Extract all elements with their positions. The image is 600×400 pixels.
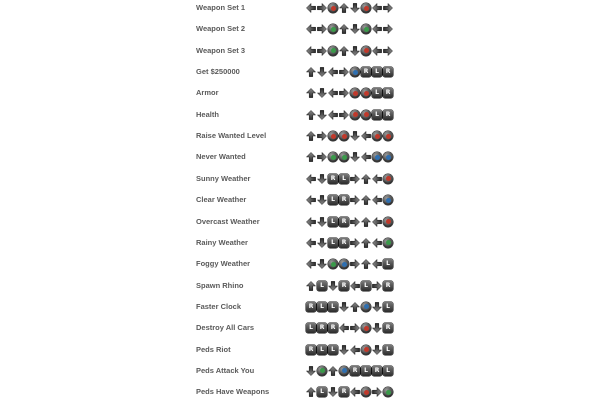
circle-red-button-icon	[339, 131, 349, 141]
arrow-right-icon	[339, 67, 349, 77]
cheat-row	[0, 364, 600, 378]
cheat-name: Never Wanted	[196, 152, 246, 162]
circle-blue-button-icon	[339, 259, 349, 269]
arrow-left-icon	[306, 174, 316, 184]
arrow-down-icon	[317, 110, 327, 120]
shoulder-l-button-icon: L	[317, 302, 327, 312]
arrow-down-icon	[328, 387, 338, 397]
arrow-left-icon	[306, 3, 316, 13]
shoulder-l-button-icon: L	[372, 88, 382, 98]
shoulder-l-button-icon: L	[383, 345, 393, 355]
cheat-row	[0, 300, 600, 314]
circle-green-button-icon	[383, 238, 393, 248]
circle-green-button-icon	[328, 46, 338, 56]
button-sequence	[306, 385, 393, 399]
arrow-left-icon	[372, 46, 382, 56]
button-sequence	[306, 86, 393, 100]
arrow-down-icon	[372, 345, 382, 355]
arrow-left-icon	[372, 3, 382, 13]
cheat-row	[0, 385, 600, 399]
arrow-right-icon	[350, 323, 360, 333]
arrow-left-icon	[361, 131, 371, 141]
cheat-row	[0, 343, 600, 357]
circle-green-button-icon	[383, 387, 393, 397]
cheat-name: Peds Have Weapons	[196, 387, 270, 397]
cheat-name: Peds Riot	[196, 344, 231, 354]
arrow-up-icon	[361, 238, 371, 248]
cheat-row	[0, 236, 600, 250]
circle-red-button-icon	[361, 88, 371, 98]
circle-red-button-icon	[350, 88, 360, 98]
circle-green-button-icon	[328, 152, 338, 162]
circle-red-button-icon	[372, 131, 382, 141]
arrow-down-icon	[317, 217, 327, 227]
shoulder-r-button-icon: R	[372, 366, 382, 376]
arrow-down-icon	[350, 131, 360, 141]
shoulder-l-button-icon: L	[339, 174, 349, 184]
shoulder-r-button-icon: R	[383, 67, 393, 77]
shoulder-r-button-icon: R	[328, 323, 338, 333]
cheat-name: Raise Wanted Level	[196, 131, 267, 141]
arrow-left-icon	[328, 110, 338, 120]
arrow-right-icon	[350, 217, 360, 227]
arrow-left-icon	[372, 217, 382, 227]
cheat-name: Rainy Weather	[196, 237, 248, 247]
arrow-down-icon	[317, 88, 327, 98]
circle-blue-button-icon	[339, 366, 349, 376]
circle-blue-button-icon	[372, 152, 382, 162]
cheat-row	[0, 1, 600, 15]
arrow-left-icon	[306, 46, 316, 56]
arrow-left-icon	[339, 323, 349, 333]
arrow-right-icon	[383, 3, 393, 13]
cheat-row	[0, 150, 600, 164]
shoulder-l-button-icon: L	[383, 259, 393, 269]
arrow-left-icon	[328, 67, 338, 77]
button-sequence	[306, 172, 393, 186]
arrow-left-icon	[350, 387, 360, 397]
cheat-name: Weapon Set 1	[196, 3, 246, 12]
cheat-name: Get $250000	[196, 67, 240, 77]
arrow-right-icon	[372, 281, 382, 291]
arrow-right-icon	[350, 174, 360, 184]
arrow-up-icon	[350, 302, 360, 312]
button-sequence	[306, 215, 393, 229]
shoulder-l-button-icon: L	[328, 195, 338, 205]
shoulder-r-button-icon: R	[339, 217, 349, 227]
arrow-down-icon	[317, 259, 327, 269]
shoulder-r-button-icon: R	[361, 67, 371, 77]
arrow-right-icon	[317, 46, 327, 56]
arrow-right-icon	[350, 259, 360, 269]
shoulder-l-button-icon: L	[383, 302, 393, 312]
arrow-right-icon	[350, 238, 360, 248]
button-sequence	[306, 129, 393, 143]
cheat-row	[0, 44, 600, 58]
circle-green-button-icon	[328, 24, 338, 34]
arrow-left-icon	[350, 345, 360, 355]
cheat-name: Weapon Set 2	[196, 24, 246, 34]
button-sequence	[306, 364, 393, 378]
shoulder-r-button-icon: R	[339, 238, 349, 248]
shoulder-l-button-icon: L	[361, 281, 371, 291]
shoulder-l-button-icon: L	[328, 238, 338, 248]
circle-red-button-icon	[383, 174, 393, 184]
arrow-right-icon	[383, 24, 393, 34]
shoulder-l-button-icon: L	[317, 387, 327, 397]
arrow-up-icon	[306, 67, 316, 77]
shoulder-l-button-icon: L	[328, 345, 338, 355]
arrow-left-icon	[372, 24, 382, 34]
circle-green-button-icon	[328, 259, 338, 269]
shoulder-r-button-icon: R	[339, 195, 349, 205]
arrow-up-icon	[306, 88, 316, 98]
arrow-up-icon	[339, 3, 349, 13]
button-sequence	[306, 1, 393, 15]
button-sequence	[306, 65, 393, 79]
circle-red-button-icon	[361, 387, 371, 397]
arrow-right-icon	[350, 195, 360, 205]
cheat-row	[0, 279, 600, 293]
shoulder-r-button-icon: R	[328, 174, 338, 184]
shoulder-l-button-icon: L	[372, 67, 382, 77]
shoulder-l-button-icon: L	[328, 217, 338, 227]
arrow-right-icon	[317, 3, 327, 13]
circle-blue-button-icon	[383, 195, 393, 205]
arrow-down-icon	[350, 152, 360, 162]
shoulder-l-button-icon: L	[306, 323, 316, 333]
arrow-down-icon	[317, 67, 327, 77]
cheat-row	[0, 321, 600, 335]
shoulder-r-button-icon: R	[317, 323, 327, 333]
arrow-right-icon	[339, 110, 349, 120]
circle-red-button-icon	[383, 217, 393, 227]
cheat-name: Faster Clock	[196, 301, 242, 311]
arrow-up-icon	[361, 195, 371, 205]
arrow-left-icon	[328, 88, 338, 98]
cheat-name: Spawn Rhino	[196, 280, 244, 290]
cheat-row	[0, 257, 600, 271]
arrow-down-icon	[350, 3, 360, 13]
arrow-up-icon	[361, 217, 371, 227]
shoulder-r-button-icon: R	[383, 323, 393, 333]
button-sequence	[306, 257, 393, 271]
arrow-up-icon	[306, 281, 316, 291]
arrow-down-icon	[339, 345, 349, 355]
circle-red-button-icon	[350, 110, 360, 120]
circle-blue-button-icon	[361, 302, 371, 312]
circle-green-button-icon	[317, 366, 327, 376]
shoulder-r-button-icon: R	[383, 110, 393, 120]
arrow-down-icon	[350, 24, 360, 34]
button-sequence	[306, 300, 393, 314]
circle-red-button-icon	[383, 131, 393, 141]
button-sequence	[306, 193, 393, 207]
arrow-up-icon	[306, 152, 316, 162]
arrow-up-icon	[306, 110, 316, 120]
arrow-left-icon	[306, 217, 316, 227]
button-sequence	[306, 108, 393, 122]
arrow-up-icon	[339, 46, 349, 56]
arrow-left-icon	[372, 174, 382, 184]
button-sequence	[306, 44, 393, 58]
arrow-right-icon	[339, 88, 349, 98]
arrow-right-icon	[317, 152, 327, 162]
cheat-row	[0, 129, 600, 143]
cheat-name: Health	[196, 109, 219, 119]
arrow-right-icon	[383, 46, 393, 56]
circle-red-button-icon	[328, 3, 338, 13]
cheat-name: Peds Attack You	[196, 365, 255, 375]
button-sequence	[306, 236, 393, 250]
arrow-left-icon	[306, 195, 316, 205]
arrow-down-icon	[372, 323, 382, 333]
circle-green-button-icon	[361, 24, 371, 34]
shoulder-l-button-icon: L	[328, 302, 338, 312]
shoulder-r-button-icon: R	[383, 281, 393, 291]
arrow-down-icon	[317, 195, 327, 205]
cheat-name: Destroy All Cars	[196, 323, 255, 333]
circle-blue-button-icon	[383, 152, 393, 162]
arrow-down-icon	[339, 302, 349, 312]
circle-green-button-icon	[339, 152, 349, 162]
cheat-name: Weapon Set 3	[196, 45, 246, 55]
arrow-up-icon	[361, 174, 371, 184]
cheat-row	[0, 22, 600, 36]
arrow-left-icon	[306, 24, 316, 34]
shoulder-r-button-icon: R	[339, 281, 349, 291]
shoulder-l-button-icon: L	[383, 366, 393, 376]
circle-blue-button-icon	[350, 67, 360, 77]
arrow-right-icon	[317, 131, 327, 141]
circle-red-button-icon	[361, 110, 371, 120]
arrow-left-icon	[306, 238, 316, 248]
arrow-left-icon	[372, 259, 382, 269]
cheat-name: Foggy Weather	[196, 259, 251, 269]
arrow-left-icon	[306, 259, 316, 269]
circle-red-button-icon	[361, 345, 371, 355]
arrow-up-icon	[361, 259, 371, 269]
button-sequence	[306, 343, 393, 357]
circle-red-button-icon	[328, 131, 338, 141]
arrow-down-icon	[306, 366, 316, 376]
cheat-name: Clear Weather	[196, 195, 247, 205]
arrow-left-icon	[350, 281, 360, 291]
arrow-down-icon	[317, 238, 327, 248]
cheat-row	[0, 86, 600, 100]
cheat-row	[0, 172, 600, 186]
shoulder-l-button-icon: L	[317, 345, 327, 355]
circle-red-button-icon	[361, 46, 371, 56]
shoulder-r-button-icon: R	[306, 345, 316, 355]
arrow-left-icon	[372, 238, 382, 248]
shoulder-r-button-icon: R	[339, 387, 349, 397]
arrow-up-icon	[339, 24, 349, 34]
arrow-up-icon	[328, 366, 338, 376]
arrow-down-icon	[317, 174, 327, 184]
cheat-name: Sunny Weather	[196, 173, 251, 183]
circle-red-button-icon	[361, 323, 371, 333]
button-sequence	[306, 321, 393, 335]
arrow-right-icon	[372, 387, 382, 397]
button-sequence	[306, 279, 393, 293]
shoulder-l-button-icon: L	[317, 281, 327, 291]
arrow-right-icon	[317, 24, 327, 34]
cheat-row	[0, 193, 600, 207]
arrow-left-icon	[372, 195, 382, 205]
arrow-down-icon	[372, 302, 382, 312]
shoulder-l-button-icon: L	[361, 366, 371, 376]
cheat-name: Armor	[196, 88, 219, 98]
cheat-name: Overcast Weather	[196, 216, 260, 226]
arrow-left-icon	[361, 152, 371, 162]
arrow-up-icon	[306, 387, 316, 397]
arrow-down-icon	[350, 46, 360, 56]
button-sequence	[306, 22, 393, 36]
cheat-row	[0, 215, 600, 229]
circle-red-button-icon	[361, 3, 371, 13]
shoulder-r-button-icon: R	[350, 366, 360, 376]
arrow-up-icon	[306, 131, 316, 141]
shoulder-r-button-icon: R	[383, 88, 393, 98]
button-sequence	[306, 150, 393, 164]
arrow-down-icon	[328, 281, 338, 291]
shoulder-l-button-icon: L	[372, 110, 382, 120]
shoulder-r-button-icon: R	[306, 302, 316, 312]
cheat-row	[0, 108, 600, 122]
cheat-row	[0, 65, 600, 79]
